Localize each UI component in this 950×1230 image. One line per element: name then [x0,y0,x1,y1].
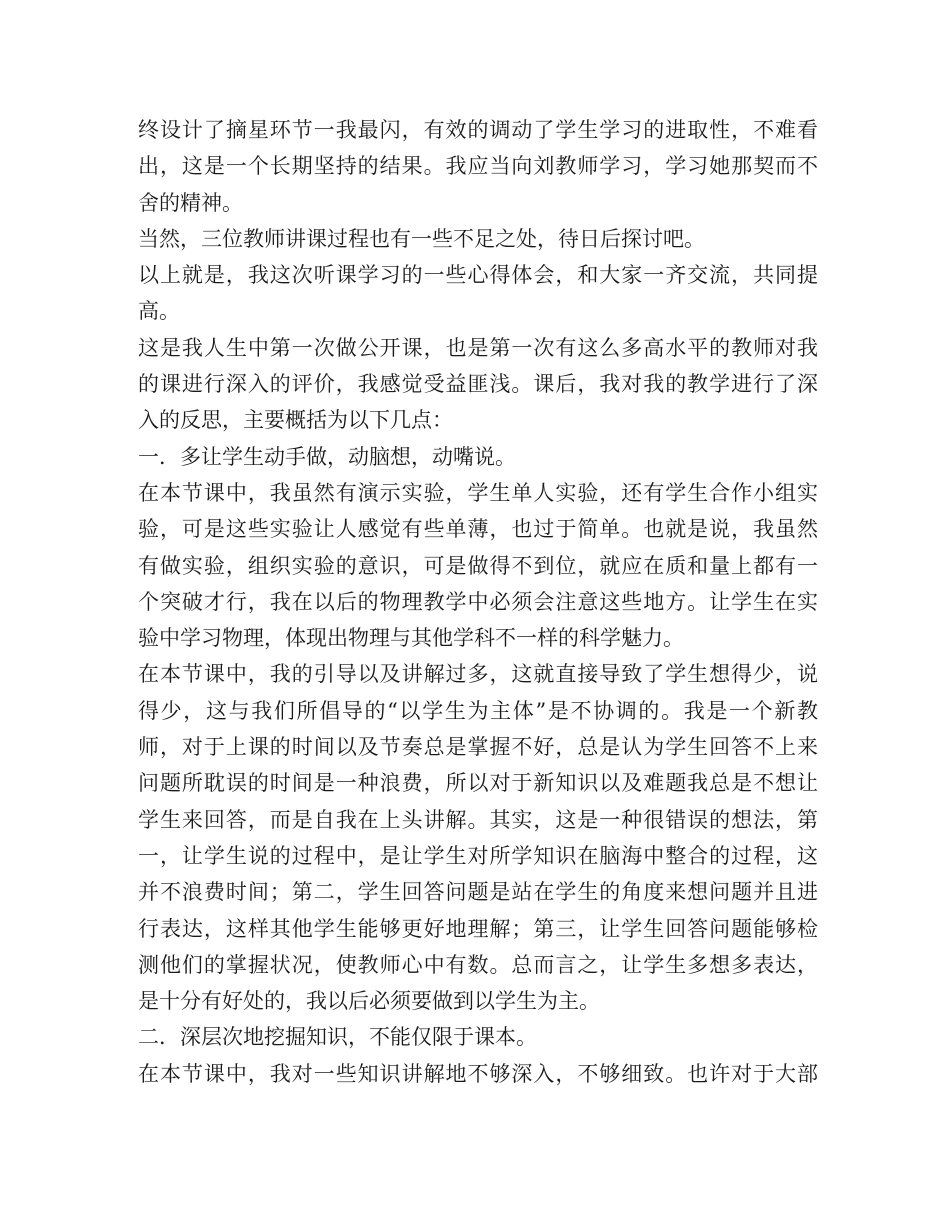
text-line: 以上就是，我这次听课学习的一些心得体会，和大家一齐交流，共同提 [138,263,818,288]
text-line: 问题所耽误的时间是一种浪费，所以对于新知识以及难题我总是不想让 [138,771,818,796]
text-line: 有做实验，组织实验的意识，可是做得不到位，就应在质和量上都有一 [138,553,818,578]
text-line: 验，可是这些实验让人感觉有些单薄，也过于简单。也就是说，我虽然 [138,517,818,542]
text-line: 高。 [138,299,180,324]
document-body [138,112,818,1092]
text-line: 的课进行深入的评价，我感觉受益匪浅。课后，我对我的教学进行了深 [138,372,818,397]
section-heading: 一．多让学生动手做，动脑想，动嘴说。 [138,444,516,469]
text-line: 是十分有好处的，我以后必须要做到以学生为主。 [138,989,600,1014]
text-line: 测他们的掌握状况，使教师心中有数。总而言之，让学生多想多表达， [138,952,818,977]
text-line: 个突破才行，我在以后的物理教学中必须会注意这些地方。让学生在实 [138,589,818,614]
text-line: 在本节课中，我对一些知识讲解地不够深入，不够细致。也许对于大部 [138,1061,818,1086]
text-line: 验中学习物理，体现出物理与其他学科不一样的科学魅力。 [138,626,684,651]
text-line: 在本节课中，我的引导以及讲解过多，这就直接导致了学生想得少，说 [138,662,818,687]
text-line: 师，对于上课的时间以及节奏总是掌握不好，总是认为学生回答不上来 [138,735,818,760]
text-line: 学生来回答，而是自我在上头讲解。其实，这是一种很错误的想法，第 [138,807,818,832]
text-line: 出，这是一个长期坚持的结果。我应当向刘教师学习，学习她那契而不 [138,154,818,179]
text-line: 行表达，这样其他学生能够更好地理解；第三，让学生回答问题能够检 [138,916,818,941]
text-line: 终设计了摘星环节一我最闪，有效的调动了学生学习的进取性，不难看 [138,118,818,142]
text-line: 入的反思，主要概括为以下几点： [138,408,453,433]
text-line: 在本节课中，我虽然有演示实验，学生单人实验，还有学生合作小组实 [138,480,818,505]
text-line: 这是我人生中第一次做公开课，也是第一次有这么多高水平的教师对我 [138,335,818,360]
text-line: 并不浪费时间；第二，学生回答问题是站在学生的角度来想问题并且进 [138,880,818,905]
text-line: 得少，这与我们所倡导的“以学生为主体”是不协调的。我是一个新教 [138,698,818,723]
section-heading: 二．深层次地挖掘知识，不能仅限于课本。 [138,1025,537,1050]
text-line: 当然，三位教师讲课过程也有一些不足之处，待日后探讨吧。 [138,226,705,251]
text-line: 舍的精神。 [138,190,243,215]
text-line: 一，让学生说的过程中，是让学生对所学知识在脑海中整合的过程，这 [138,843,818,868]
